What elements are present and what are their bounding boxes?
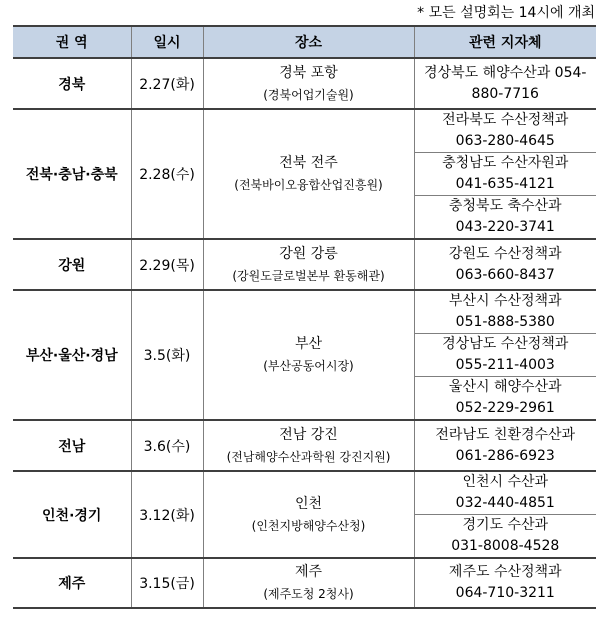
table-row — [13, 58, 596, 109]
date-cell: 3.12(화) — [131, 471, 203, 558]
contact-cell: 전라북도 수산정책과 063-280-4645 — [414, 109, 596, 153]
table-row — [13, 558, 596, 608]
contact-cell: 전라남도 친환경수산과 061-286-6923 — [414, 420, 596, 471]
header-place: 장소 — [203, 26, 414, 58]
table-row — [13, 471, 596, 515]
contact-cell: 강원도 수산정책과 063-660-8437 — [414, 239, 596, 290]
table-row — [13, 420, 596, 471]
briefing-schedule-table — [13, 25, 596, 609]
header-contact: 관련 지자체 — [414, 26, 596, 58]
place-cell: 전북 전주 (전북바이오융합산업진흥원) — [203, 109, 414, 239]
table-row — [13, 290, 596, 334]
region-cell: 부산·울산·경남 — [13, 290, 131, 420]
header-date: 일시 — [131, 26, 203, 58]
place-cell: 부산 (부산공동어시장) — [203, 290, 414, 420]
contact-cell: 경상남도 수산정책과 055-211-4003 — [414, 334, 596, 377]
region-cell: 전북·충남·충북 — [13, 109, 131, 239]
date-cell: 3.15(금) — [131, 558, 203, 608]
date-cell: 2.29(목) — [131, 239, 203, 290]
region-cell: 제주 — [13, 558, 131, 608]
date-cell: 2.27(화) — [131, 58, 203, 109]
contact-cell: 제주도 수산정책과 064-710-3211 — [414, 558, 596, 608]
region-cell: 전남 — [13, 420, 131, 471]
header-row — [13, 26, 596, 58]
place-cell: 제주 (제주도청 2청사) — [203, 558, 414, 608]
contact-cell: 충청남도 수산자원과 041-635-4121 — [414, 153, 596, 196]
place-cell: 인천 (인천지방해양수산청) — [203, 471, 414, 558]
region-cell: 인천·경기 — [13, 471, 131, 558]
footnote: * 모든 설명회는 14시에 개최 — [417, 5, 595, 21]
contact-cell: 부산시 수산정책과 051-888-5380 — [414, 290, 596, 334]
table-row — [13, 109, 596, 153]
contact-cell: 경상북도 해양수산과 054- 880-7716 — [414, 58, 596, 109]
date-cell: 3.5(화) — [131, 290, 203, 420]
place-cell: 전남 강진 (전남해양수산과학원 강진지원) — [203, 420, 414, 471]
contact-cell: 울산시 해양수산과 052-229-2961 — [414, 377, 596, 421]
date-cell: 3.6(수) — [131, 420, 203, 471]
region-cell: 경북 — [13, 58, 131, 109]
contact-cell: 경기도 수산과 031-8008-4528 — [414, 515, 596, 559]
contact-cell: 인천시 수산과 032-440-4851 — [414, 471, 596, 515]
place-cell: 강원 강릉 (강원도글로벌본부 환동해관) — [203, 239, 414, 290]
date-cell: 2.28(수) — [131, 109, 203, 239]
place-cell: 경북 포항 (경북어업기술원) — [203, 58, 414, 109]
region-cell: 강원 — [13, 239, 131, 290]
table-row — [13, 239, 596, 290]
header-region: 권 역 — [13, 26, 131, 58]
contact-cell: 충청북도 축수산과 043-220-3741 — [414, 196, 596, 240]
